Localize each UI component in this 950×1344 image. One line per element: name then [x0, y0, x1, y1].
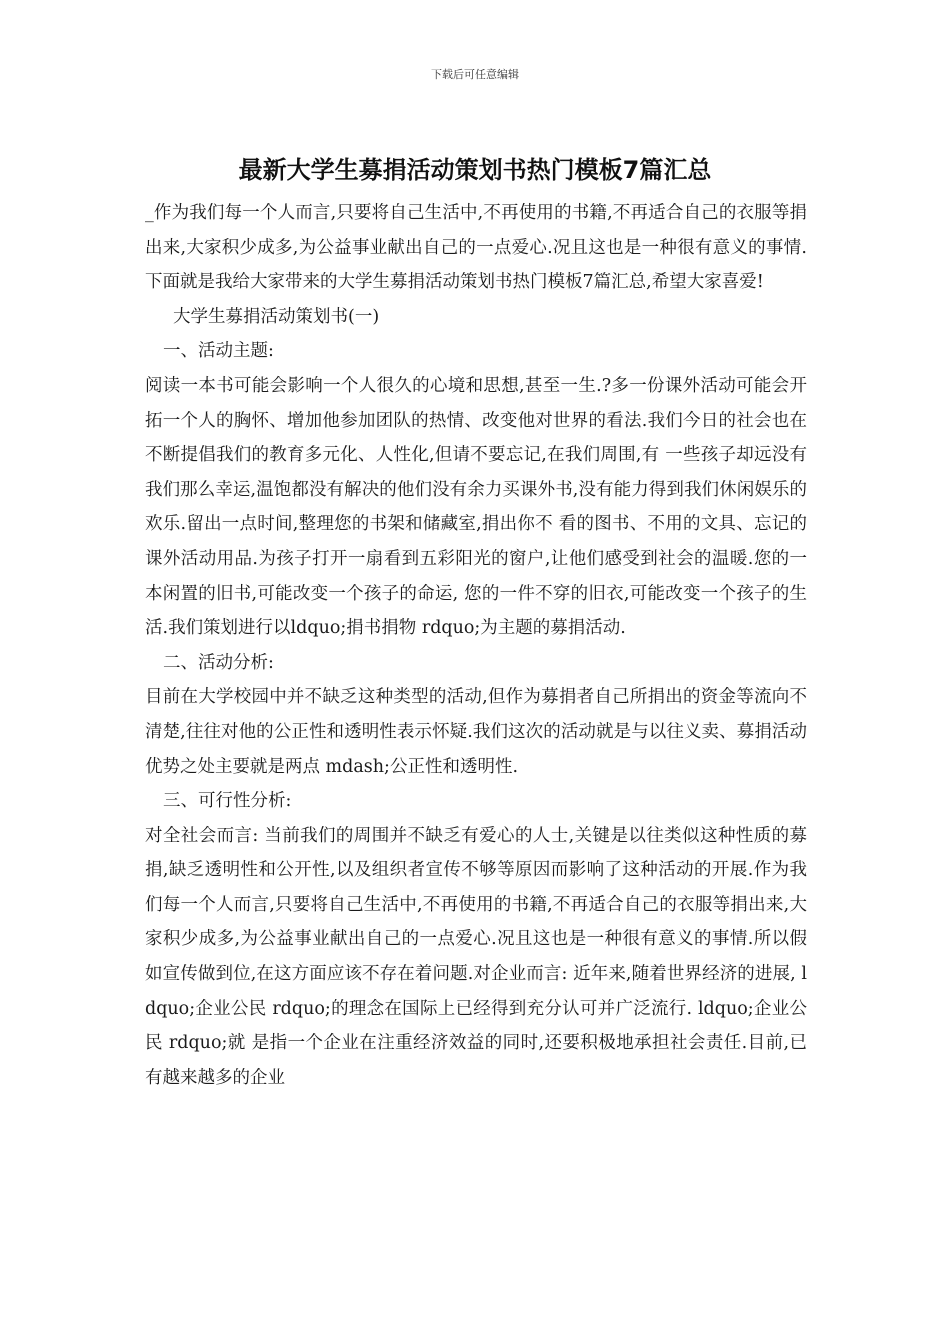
intro-paragraph: _作为我们每一个人而言,只要将自己生活中,不再使用的书籍,不再适合自己的衣服等捐出来,大家积少成多,为公益事业献出自己的一点爱心.况且这也是一种很有意义的事情.下面就是我给大家带来的大学生募捐活动策划书热门模板7篇汇总,希望大家喜爱!	[145, 203, 807, 293]
paragraph-activity-theme: 阅读一本书可能会影响一个人很久的心境和思想,甚至一生.?多一份课外活动可能会开拓一个人的胸怀、增加他参加团队的热情、改变他对世界的看法.我们今日的社会也在不断提倡我们的教育多元化、人性化,但请不要忘记,在我们周围,有 一些孩子却远没有我们那么幸运,温饱都没有解决的他们没有余力买课外书,没有能力得到我们休闲娱乐的欢乐.留出一点时间,整理您的书架和储藏室,捐出你不 看的图书、不用的文具、忘记的课外活动用品.为孩子打开一扇看到五彩阳光的窗户,让他们感受到社会的温暖.您的一本闲置的旧书,可能改变一个孩子的命运, 您的一件不穿的旧衣,可能改变一个孩子的生活.我们策划进行以ldquo;捐书捐物 rdquo;为主题的募捐活动.	[145, 375, 807, 639]
paragraph-activity-analysis: 目前在大学校园中并不缺乏这种类型的活动,但作为募捐者自己所捐出的资金等流向不清楚,往往对他的公正性和透明性表示怀疑.我们这次的活动就是与以往义卖、募捐活动优势之处主要就是两点 mdash;公正性和透明性.	[145, 687, 807, 777]
document-body	[145, 196, 807, 1095]
heading-feasibility-analysis: 三、可行性分析:	[163, 791, 292, 812]
document-title: 最新大学生募捐活动策划书热门模板7篇汇总	[238, 156, 712, 184]
heading-activity-analysis: 二、活动分析:	[163, 652, 274, 673]
heading-activity-theme: 一、活动主题:	[163, 341, 274, 362]
paragraph-feasibility-analysis: 对全社会而言: 当前我们的周围并不缺乏有爱心的人士,关键是以往类似这种性质的募捐,缺乏透明性和公开性,以及组织者宣传不够等原因而影响了这种活动的开展.作为我们每一个人而言,只要将自己生活中,不再使用的书籍,不再适合自己的衣服等捐出来,大家积少成多,为公益事业献出自己的一点爱心.况且这也是一种很有意义的事情.所以假如宣传做到位,在这方面应该不存在着问题.对企业而言: 近年来,随着世界经济的进展, ldquo;企业公民 rdquo;的理念在国际上已经得到充分认可并广泛流行. ldquo;企业公民 rdquo;就 是指一个企业在注重经济效益的同时,还要积极地承担社会责任.目前,已有越来越多的企业	[145, 825, 807, 1088]
section-title: 大学生募捐活动策划书(一)	[173, 306, 380, 327]
header-note: 下载后可任意编辑	[431, 68, 519, 81]
